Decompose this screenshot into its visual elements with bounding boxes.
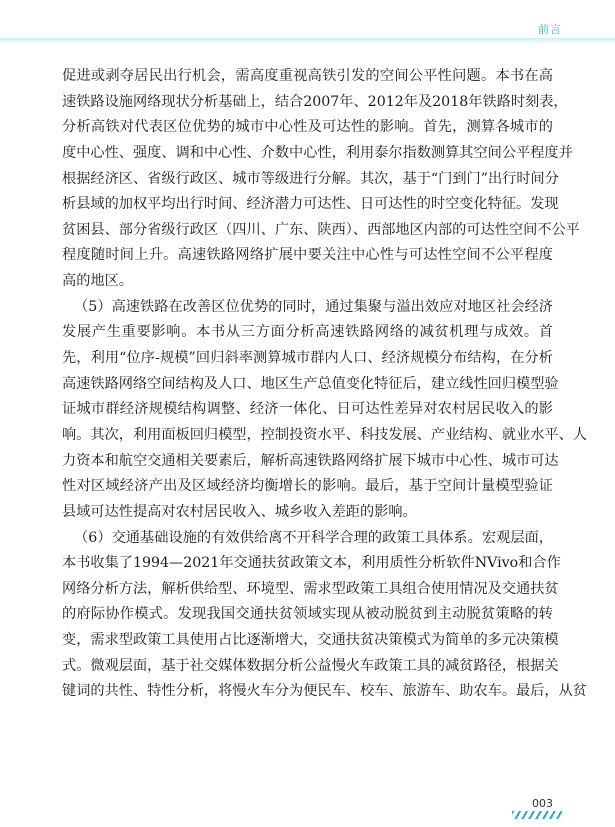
- running-header: 前言: [538, 23, 562, 36]
- text-line: 速铁路设施网络现状分析基础上，结合2007年、2012年及2018年铁路时刻表，: [62, 93, 568, 110]
- page-number: 003: [532, 797, 553, 810]
- body-text: [62, 64, 587, 705]
- text-line: 促进或剥夺居民出行机会，需高度重视高铁引发的空间公平性问题。本书在高: [62, 68, 553, 84]
- footer-decoration: [512, 811, 562, 819]
- text-line: 分析高铁对代表区位优势的城市中心性及可达性的影响。首先，测算各城市的: [62, 119, 553, 136]
- text-line: 高的地区。: [62, 273, 133, 290]
- text-line: 性对区域经济产出及区域经济均衡增长的影响。最后，基于空间计量模型验证: [62, 478, 553, 495]
- paragraph-first-line: （5）高速铁路在改善区位优势的同时，通过集聚与溢出效应对地区社会经济: [74, 298, 553, 315]
- text-line: 高速铁路网络空间结构及人口、地区生产总值变化特征后，建立线性回归模型验: [62, 375, 559, 392]
- text-line: 县域可达性提高对农村居民收入、城乡收入差距的影响。: [62, 503, 417, 520]
- text-line: 贫困县、部分省级行政区（四川、广东、陕西）、西部地区内部的可达性空间不公平: [62, 221, 580, 238]
- text-line: 力资本和航空交通相关要素后，解析高速铁路网络扩展下城市中心性、城市可达: [62, 452, 559, 469]
- text-line: 的府际协作模式。发现我国交通扶贫领域实现从被动脱贫到主动脱贫策略的转: [62, 606, 553, 623]
- text-line: 析县域的加权平均出行时间、经济潜力可达性、日可达性的时空变化特征。发现: [62, 196, 559, 213]
- text-line: 程度随时间上升。高速铁路网络扩展中要关注中心性与可达性空间不公平程度: [62, 247, 553, 264]
- text-line: 先，利用“位序-规模”回归斜率测算城市群内人口、经济规模分布结构，在分析: [62, 350, 553, 367]
- text-line: 发展产生重要影响。本书从三方面分析高速铁路网络的减贫机理与成效。首: [62, 324, 553, 341]
- text-line: 根据经济区、省级行政区、城市等级进行分解。其次，基于“门到门”出行时间分: [62, 170, 559, 187]
- text-line: 网络分析方法，解析供给型、环境型、需求型政策工具组合使用情况及交通扶贫: [62, 580, 559, 597]
- paragraph-first-line: （6）交通基础设施的有效供给离不开科学合理的政策工具体系。宏观层面，: [74, 529, 553, 546]
- text-line: 变，需求型政策工具使用占比逐渐增大，交通扶贫决策模式为简单的多元决策模: [62, 632, 559, 649]
- text-line: 键词的共性、特性分析，将慢火车分为便民车、校车、旅游车、助农车。最后，从贫: [62, 683, 587, 700]
- text-line: 式。微观层面，基于社交媒体数据分析公益慢火车政策工具的减贫路径，根据关: [62, 657, 559, 674]
- header-rule: [0, 38, 615, 44]
- text-line: 本书收集了1994—2021年交通扶贫政策文本，利用质性分析软件NVivo和合作: [62, 555, 561, 572]
- text-line: 响。其次，利用面板回归模型，控制投资水平、科技发展、产业结构、就业水平、人: [62, 426, 587, 443]
- text-line: 度中心性、强度、调和中心性、介数中心性，利用泰尔指数测算其空间公平程度并: [62, 144, 573, 161]
- text-line: 证城市群经济规模结构调整、经济一体化、日可达性差异对农村居民收入的影: [62, 401, 553, 418]
